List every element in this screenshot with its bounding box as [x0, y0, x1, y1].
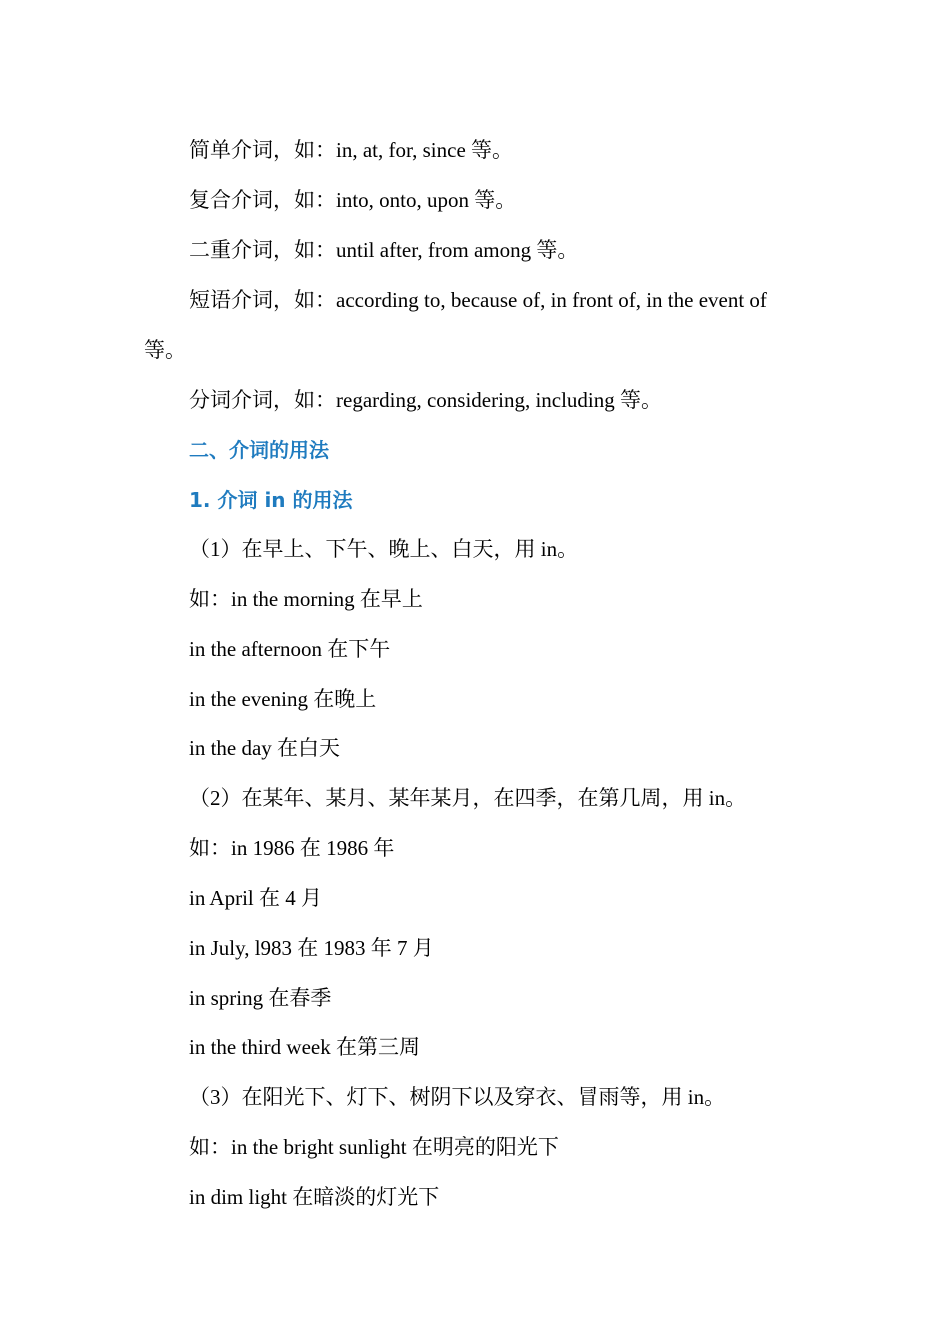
example-line: in spring 在春季	[189, 986, 332, 1010]
example-line: in April 在 4 月	[189, 886, 323, 910]
rule-3-text: （3）在阳光下、灯下、树阴下以及穿衣、冒雨等，用 in。	[189, 1085, 726, 1109]
intro-phrase-prepositions: 短语介词，如：according to, because of, in front of, in the event of	[189, 288, 767, 312]
section-heading-usage: 二、介词的用法	[189, 438, 329, 462]
example-line: 如：in the morning 在早上	[189, 587, 423, 611]
example-line: in the evening 在晚上	[189, 687, 377, 711]
intro-participle-prepositions: 分词介词，如：regarding, considering, including 等。	[189, 388, 663, 412]
example-line: in the third week 在第三周	[189, 1035, 420, 1059]
rule-2-text: （2）在某年、某月、某年某月，在四季，在第几周，用 in。	[189, 786, 747, 810]
example-line: in the afternoon 在下午	[189, 637, 391, 661]
example-line: 如：in 1986 在 1986 年	[189, 836, 395, 860]
example-line: in the day 在白天	[189, 736, 341, 760]
rule-1-text: （1）在早上、下午、晚上、白天，用 in。	[189, 537, 579, 561]
example-line: in July, l983 在 1983 年 7 月	[189, 936, 434, 960]
example-line: in dim light 在暗淡的灯光下	[189, 1185, 440, 1209]
intro-phrase-prepositions-continued: 等。	[144, 338, 186, 362]
intro-double-prepositions: 二重介词，如：until after, from among 等。	[189, 238, 579, 262]
intro-simple-prepositions: 简单介词，如：in, at, for, since 等。	[189, 138, 514, 162]
subheading-in-usage: 1. 介词 in 的用法	[189, 488, 353, 512]
intro-compound-prepositions: 复合介词，如：into, onto, upon 等。	[189, 188, 517, 212]
example-line: 如：in the bright sunlight 在明亮的阳光下	[189, 1135, 559, 1159]
